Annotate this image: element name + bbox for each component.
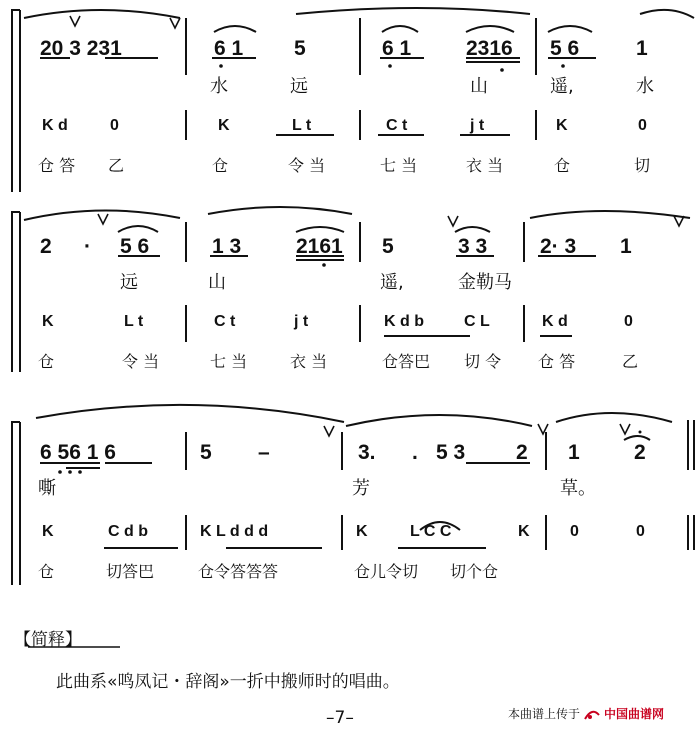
melody-note: 2 <box>40 235 52 258</box>
percussion-symbol: L t <box>292 117 312 134</box>
melody-note: 3. <box>358 441 376 464</box>
melody-note: 6 1 <box>382 37 412 60</box>
percussion-word: 令 当 <box>288 156 326 175</box>
lyric: 山 <box>208 272 226 293</box>
note-text: 此曲系«鸣凤记・辞阁»一折中搬师时的唱曲。 <box>56 672 400 692</box>
percussion-symbol: K <box>556 117 568 134</box>
melody-note: 5 6 <box>120 235 150 258</box>
percussion-word: 衣 当 <box>466 156 504 175</box>
melody-note: 5 <box>200 441 212 464</box>
watermark-prefix: 本曲谱上传于 <box>508 707 581 721</box>
lyric: 草。 <box>560 478 596 499</box>
percussion-symbol: j t <box>294 313 309 330</box>
melody-note: 1 <box>568 441 580 464</box>
lyric: 水 <box>636 76 654 97</box>
melody-note: 2· 3 <box>540 235 577 258</box>
percussion-symbol: L t <box>124 313 144 330</box>
melody-note: 5 3 <box>436 441 466 464</box>
melody-note: 5 <box>294 37 306 60</box>
percussion-word: 仓 答 <box>38 156 76 175</box>
percussion-word: 切 <box>634 156 651 175</box>
page-number: –7– <box>326 708 354 728</box>
melody-note: 2 <box>634 441 646 464</box>
watermark <box>508 708 664 720</box>
melody-note: 5 <box>382 235 394 258</box>
melody-note: 3 3 <box>458 235 488 258</box>
percussion-symbol: C L <box>464 313 490 330</box>
melody-note: – <box>258 441 270 464</box>
percussion-word: 令 当 <box>122 352 160 371</box>
site-logo-icon <box>584 708 600 720</box>
percussion-symbol: K <box>518 523 530 540</box>
lyric: 遥, <box>550 76 574 97</box>
note-heading: 【简释】 <box>14 630 82 650</box>
percussion-symbol: K <box>42 313 54 330</box>
percussion-symbol: 0 <box>638 117 647 134</box>
percussion-symbol: K d <box>42 117 68 134</box>
percussion-word: 仓 <box>38 352 55 371</box>
percussion-word: 仓 <box>38 562 55 581</box>
percussion-symbol: 0 <box>110 117 119 134</box>
melody-note: 20 3 231 <box>40 37 122 60</box>
percussion-symbol: K d b <box>384 313 424 330</box>
watermark-site: 中国曲谱网 <box>604 707 665 721</box>
percussion-word: 仓 <box>554 156 571 175</box>
melody-note: 5 6 <box>550 37 580 60</box>
melody-note: 2161 <box>296 235 343 258</box>
percussion-symbol: C t <box>214 313 236 330</box>
percussion-word: 仓 答 <box>538 352 576 371</box>
percussion-symbol: K <box>356 523 368 540</box>
percussion-symbol: 0 <box>570 523 579 540</box>
lyric: 嘶 <box>38 478 56 499</box>
percussion-word: 切个仓 <box>450 562 499 581</box>
percussion-symbol: K <box>42 523 54 540</box>
melody-note: 1 3 <box>212 235 242 258</box>
percussion-word: 仓 <box>212 156 229 175</box>
percussion-word: 仓令答答答 <box>198 562 279 581</box>
percussion-word: 切答巴 <box>106 562 155 581</box>
percussion-word: 仓答巴 <box>382 352 431 371</box>
percussion-symbol: K <box>218 117 230 134</box>
percussion-word: 七 当 <box>380 156 418 175</box>
percussion-word: 乙 <box>622 352 639 371</box>
percussion-symbol: K L d d d <box>200 523 269 540</box>
lyric: 山 <box>470 76 488 97</box>
percussion-symbol: L C C <box>410 523 452 540</box>
percussion-symbol: 0 <box>636 523 645 540</box>
percussion-word: 衣 当 <box>290 352 328 371</box>
percussion-symbol: C t <box>386 117 408 134</box>
melody-note: . <box>412 441 418 464</box>
lyric: 金勒马 <box>458 272 512 293</box>
melody-note: 1 <box>636 37 648 60</box>
lyric: 水 <box>210 76 228 97</box>
percussion-word: 七 当 <box>210 352 248 371</box>
percussion-word: 仓儿令切 <box>354 562 419 581</box>
melody-note: 6 1 <box>214 37 244 60</box>
melody-note: 2 <box>516 441 528 464</box>
percussion-word: 乙 <box>108 156 125 175</box>
lyric: 芳 <box>352 478 370 499</box>
lyric: 遥, <box>380 272 404 293</box>
percussion-word: 切 令 <box>464 352 502 371</box>
percussion-symbol: j t <box>470 117 485 134</box>
lyric: 远 <box>120 272 138 293</box>
percussion-symbol: 0 <box>624 313 633 330</box>
melody-note: 1 <box>620 235 632 258</box>
melody-note: · <box>84 235 91 258</box>
melody-note: 6 56 1 6 <box>40 441 116 464</box>
percussion-symbol: K d <box>542 313 568 330</box>
melody-note: 2316 <box>466 37 513 60</box>
percussion-symbol: C d b <box>108 523 148 540</box>
lyric: 远 <box>290 76 308 97</box>
